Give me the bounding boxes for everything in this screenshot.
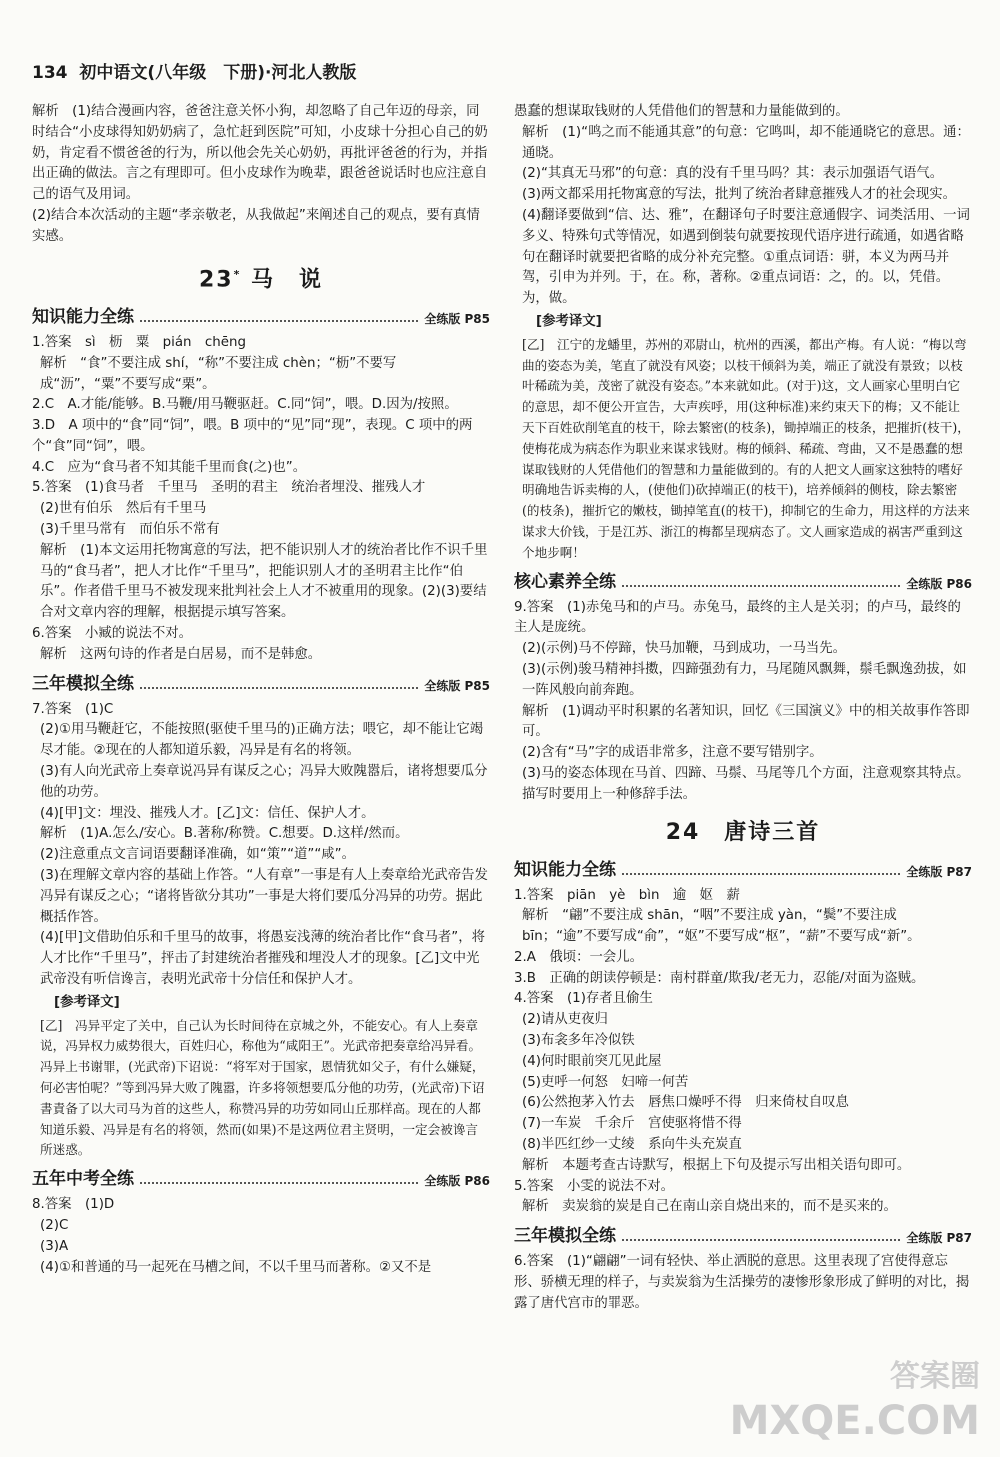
section-header	[32, 1167, 490, 1191]
answer-line: 2.A 俄顷：一会儿。	[514, 949, 644, 965]
watermark-logo-text: 答案圈	[890, 1359, 980, 1394]
reference-translation-text: [乙] 江宁的龙蟠里，苏州的邓尉山，杭州的西溪，都出产梅。有人说：“梅以弯曲的姿态为美，笔直了就没有风姿；以枝干倾斜为美，端正了就没有景致；以枝叶稀疏为美，茂密了就没有姿态。”本来就如此。(对于)这，文人画家心里明白它的意思，却不便公开宣告，大声疾呼，用(这种标准)来约束天下的梅；又不能让天下百姓砍削笔直的枝干，除去繁密(的枝条)，锄掉端正的枝条，把摧折(枝干)，使梅花成为病态作为职业来谋求钱财。梅的倾斜、稀疏、弯曲，又不是愚蠢的想谋取钱财的人凭借他们的智慧和力量能做到的。有的人把文人画家这独特的嗜好明确地告诉卖梅的人，(使他们)砍掉端正(的枝干)，培养倾斜的侧枝，除去繁密(的枝条)，摧折它的嫩枝，锄掉笔直(的枝干)，抑制它的生命力，用这样的方法来谋求大价钱，于是江苏、浙江的梅都呈现病态了。文人画家造成的祸害严重到这个地步啊！	[522, 336, 970, 560]
section-page: 全练版 P87	[906, 864, 972, 879]
reference-translation-title: [参考译文]	[536, 313, 602, 329]
answer-line: 6.答案 小臧的说法不对。	[32, 626, 193, 642]
section-divider	[622, 585, 900, 587]
lesson-number: 23	[198, 266, 234, 292]
right-column	[514, 102, 972, 1315]
answer-line: 解析 (1)本文运用托物寓意的写法，把不能识别人才的统治者比作不识千里马的“食马者”，把人才比作“千里马”，把能识别人才的圣明君主比作“伯乐”。作者借千里马不被发现来批判社会上人才不被重用的现象。(2)(3)要结合对文章内容的理解，根据提示填写答案。	[40, 542, 488, 621]
section-divider	[622, 1239, 900, 1241]
section-name: 五年中考全练	[32, 1169, 134, 1190]
answer-line: (3)千里马常有 而伯乐不常有	[40, 522, 220, 538]
section-page: 全练版 P86	[424, 1174, 490, 1189]
answer-line: 解析 “翩”不要注成 shān，“咽”不要注成 yàn，“鬓”不要注成 bīn；“逾”不要写成“俞”，“妪”不要写成“枢”，“薪”不要写成“新”。	[522, 908, 921, 945]
answer-line: 解析 (1)“鸣之而不能通其意”的句意：它鸣叫，却不能通晓它的意思。通：通晓。	[522, 124, 970, 161]
answer-line: (3)两文都采用托物寓意的写法，批判了统治者肆意摧残人才的社会现实。	[522, 187, 957, 203]
answer-line: (3)A	[40, 1238, 69, 1254]
answer-line: 9.答案 (1)赤兔马和的卢马。赤兔马，最终的主人是关羽；的卢马，最终的主人是庞统。	[514, 599, 961, 636]
intro-paragraph: 解析 (1)结合漫画内容，爸爸注意关怀小狗，却忽略了自己年迈的母亲，同时结合“小皮球得知奶奶病了，急忙赶到医院”可知，小皮球十分担心自己的奶奶，肯定看不惯爸爸的行为，所以他会先关心奶奶，再批评爸爸的行为，并指出正确的做法。言之有理即可。但小皮球作为晚辈，跟爸爸说话时也应注意自己的语气及用词。	[32, 104, 488, 203]
answer-line: (4)①和普通的马一起死在马槽之间，不以千里马而著称。②又不是	[40, 1259, 432, 1275]
answer-line: 1.答案 piān yè bìn 逾 妪 薪	[514, 887, 740, 903]
section-divider	[622, 873, 900, 875]
answer-line: 解析 (1)A.怎么/安心。B.著称/称赞。C.想要。D.这样/然而。	[40, 826, 409, 842]
answer-line: 6.答案 (1)“翩翩”一词有轻快、举止洒脱的意思。这里表现了宫使得意忘形、骄横无理的样子，与卖炭翁为生活操劳的凄惨形象形成了鲜明的对比，揭露了唐代宫市的罪恶。	[514, 1254, 970, 1311]
answer-line: 2.C A.才能/能够。B.马鞭/用马鞭驱赶。C.同“饲”，喂。D.因为/按照。	[32, 397, 458, 413]
intro-paragraph: (2)结合本次活动的主题“孝亲敬老，从我做起”来阐述自己的观点，要有真情实感。	[32, 207, 480, 244]
section-page: 全练版 P85	[424, 311, 490, 326]
answer-line: (2)世有伯乐 然后有千里马	[40, 501, 207, 517]
answer-line: (2)请从吏夜归	[522, 1012, 608, 1028]
section-name: 知识能力全练	[514, 859, 616, 880]
answer-line: (8)半匹红纱一丈绫 系向牛头充炭直	[522, 1137, 742, 1153]
answer-line: (3)马的姿态体现在马首、四蹄、马鬃、马尾等几个方面，注意观察其特点。描写时要用上一种修辞手法。	[522, 765, 970, 802]
section-header	[514, 858, 972, 882]
answer-line: (3)在理解文章内容的基础上作答。“人有章”一事是有人上奏章给光武帝告发冯异有谋反之心；“诸将皆欲分其功”一事是大将们要瓜分冯异的功劳。据此概括作答。	[40, 868, 488, 925]
section-name: 知识能力全练	[32, 306, 134, 327]
book-title: 初中语文(八年级 下册)·河北人教版	[79, 63, 357, 83]
answer-line: (3)布衾多年冷似铁	[522, 1033, 635, 1049]
reference-translation-title: [参考译文]	[54, 994, 120, 1010]
answer-line: 5.答案 (1)食马者 千里马 圣明的君主 统治者埋没、摧残人才	[32, 480, 426, 496]
answer-line: 8.答案 (1)D	[32, 1197, 115, 1213]
answer-line: (6)公然抱茅入竹去 唇焦口燥呼不得 归来倚杖自叹息	[522, 1095, 849, 1111]
section-header	[32, 672, 490, 696]
answer-line: 解析 这两句诗的作者是白居易，而不是韩愈。	[40, 646, 322, 662]
answer-line: 3.B 正确的朗读停顿是：南村群童/欺我/老无力，忍能/对面为盗贼。	[514, 970, 925, 986]
page-header	[32, 62, 356, 84]
watermark-url: MXQE.COM	[729, 1398, 980, 1444]
answer-line: 1.答案 sì 枥 粟 pián chēng	[32, 334, 246, 350]
answer-line: (4)[甲]文借助伯乐和千里马的故事，将愚妄浅薄的统治者比作“食马者”，将人才比作“千里马”，抨击了封建统治者摧残和埋没人才的现象。[乙]文中光武帝没有听信谗言，表明光武帝十分信任和保护人才。	[40, 930, 486, 988]
answer-line: (3)有人向光武帝上奏章说冯异有谋反之心；冯异大败隗嚣后，诸将想要瓜分他的功劳。	[40, 764, 488, 800]
answer-line: 3.D A 项中的“食”同“饲”，喂。B 项中的“见”同“现”，表现。C 项中的两个“食”同“饲”，喂。	[32, 418, 473, 454]
answer-line: (2)C	[40, 1217, 69, 1233]
answer-line: (2)(示例)马不停蹄，快马加鞭，马到成功，一马当先。	[522, 641, 847, 657]
answer-line: 解析 卖炭翁的炭是自己在南山亲自烧出来的，而不是买来的。	[522, 1199, 897, 1215]
watermark	[730, 1355, 980, 1443]
answer-line: (2)①用马鞭赶它，不能按照(驱使千里马的)正确方法；喂它，却不能让它竭尽才能。②现在的人都知道乐毅，冯异是有名的将领。	[40, 722, 484, 759]
answer-line: 解析 “食”不要注成 shí，“称”不要注成 chèn；“枥”不要写成“沥”，“粟”不要写成“栗”。	[40, 355, 397, 392]
section-header	[514, 1224, 972, 1248]
answer-line: (3)(示例)骏马精神抖擞，四蹄强劲有力，马尾随风飘舞，鬃毛飘逸劲拔，如一阵风般向前奔跑。	[522, 661, 967, 698]
section-page: 全练版 P87	[906, 1231, 972, 1246]
answer-line: (2)“其真无马邪”的句意：真的没有千里马吗？其：表示加强语气语气。	[522, 166, 944, 182]
answer-line: (2)注意重点文言词语要翻译准确，如“策”“道”“咸”。	[40, 847, 356, 863]
lesson-title: 24 唐诗三首	[665, 819, 821, 845]
answer-line: 解析 (1)调动平时积累的名著知识，回忆《三国演义》中的相关故事作答即可。	[522, 703, 970, 740]
answer-line: 4.C 应为“食马者不知其能千里而食(之)也”。	[32, 459, 307, 475]
section-header	[514, 570, 972, 594]
section-name: 三年模拟全练	[514, 1226, 616, 1247]
answer-line: 5.答案 小雯的说法不对。	[514, 1178, 675, 1194]
lesson-name: 马 说	[251, 266, 324, 292]
answer-line: 愚蠢的想谋取钱财的人凭借他们的智慧和力量能做到的。	[514, 104, 849, 119]
section-name: 核心素养全练	[514, 571, 616, 592]
page-number: 134	[32, 63, 68, 83]
section-page: 全练版 P85	[424, 678, 490, 693]
lesson-title	[32, 260, 490, 295]
section-page: 全练版 P86	[906, 576, 972, 591]
answer-line: 7.答案 (1)C	[32, 701, 114, 717]
answer-line: (2)含有“马”字的成语非常多，注意不要写错别字。	[522, 745, 823, 761]
lesson-star: *	[233, 267, 242, 281]
section-divider	[140, 687, 418, 689]
section-divider	[140, 1182, 418, 1184]
reference-translation-text: [乙] 冯异平定了关中，自己认为长时间待在京城之外，不能安心。有人上奏章说，冯异权力威势很大，百姓归心，称他为“咸阳王”。光武帝把奏章给冯异看。冯异上书谢罪，(光武帝)下诏说：“将军对于国家，恩情犹如父子，有什么嫌疑，何必害怕呢？”等到冯异大败了隗嚣，许多将领想要瓜分他的功劳，(光武帝)下诏書責备了以大司马为首的这些人，称赞冯异的功劳如同山丘那样高。现在的人都知道乐毅、冯异是有名的将领，然而(如果)不是这两位君主贤明，一定会被谗言所迷惑。	[40, 1017, 485, 1158]
left-column	[32, 102, 490, 1278]
answer-line: (4)翻译要做到“信、达、雅”，在翻译句子时要注意通假字、词类活用、一词多义、特殊句式等情况，如遇到倒装句就要按现代语序进行疏通，如遇省略句在翻译时就要把省略的成分补充完整。①重点词语：骈，本义为两马并驾，引申为并列。于，在。称，著称。②重点词语：之，的。以，凭借。为，做。	[522, 207, 970, 307]
section-header	[32, 305, 490, 329]
section-name: 三年模拟全练	[32, 673, 134, 694]
answer-line: 4.答案 (1)存者且偷生	[514, 991, 653, 1007]
answer-line: (5)吏呼一何怒 妇啼一何苦	[522, 1074, 689, 1090]
answer-line: (7)一车炭 千余斤 宫使驱将惜不得	[522, 1116, 742, 1132]
answer-line: (4)[甲]文：埋没、摧残人才。[乙]文：信任、保护人才。	[40, 805, 375, 821]
answer-line: (4)何时眼前突兀见此屋	[522, 1053, 662, 1069]
answer-line: 解析 本题考查古诗默写，根据上下句及提示写出相关语句即可。	[522, 1157, 911, 1173]
section-divider	[140, 320, 418, 322]
